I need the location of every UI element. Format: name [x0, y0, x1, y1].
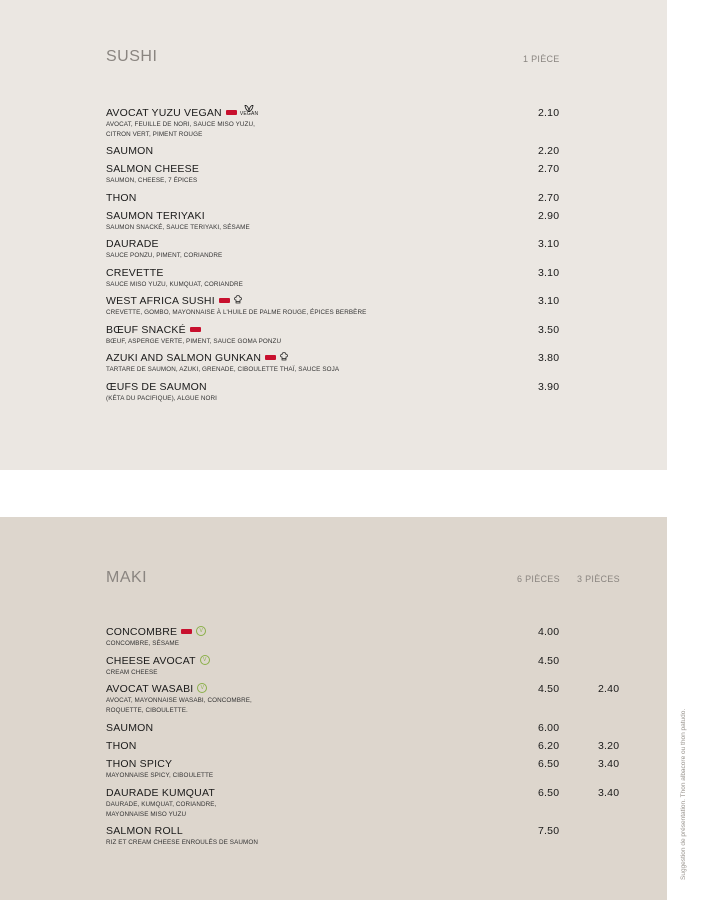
- chef-hat-icon: [234, 295, 242, 307]
- menu-item: [106, 267, 646, 290]
- menu-item: [106, 626, 646, 649]
- item-name: SAUMON TERIYAKI: [106, 210, 205, 222]
- item-description: MAYONNAISE MISO YUZU: [106, 811, 187, 818]
- maki-column-header-3: 3 PIÈCES: [577, 574, 620, 584]
- item-description: SAUCE PONZU, PIMENT, CORIANDRE: [106, 252, 223, 259]
- item-description: CREVETTE, GOMBO, MAYONNAISE À L'HUILE DE PALME ROUGE, ÉPICES BERBÈRE: [106, 309, 367, 317]
- menu-item: [106, 192, 646, 204]
- item-price: 2.70: [538, 192, 560, 204]
- menu-item: [106, 295, 646, 318]
- presentation-footnote: Suggestion de présentation. Thon albacore ou thon patudo.: [680, 708, 687, 880]
- new-badge: [190, 327, 201, 332]
- new-badge: [265, 355, 276, 360]
- item-name: AVOCAT YUZU VEGAN: [106, 107, 222, 119]
- vegetarian-icon: V: [200, 655, 210, 665]
- item-price: 6.50: [538, 758, 560, 770]
- item-description: BŒUF, ASPERGE VERTE, PIMENT, SAUCE GOMA PONZU: [106, 338, 282, 345]
- menu-item: [106, 107, 646, 140]
- item-name: WEST AFRICA SUSHI: [106, 295, 215, 307]
- item-description: SAUCE MISO YUZU, KUMQUAT, CORIANDRE: [106, 281, 243, 288]
- item-price: 2.70: [538, 163, 560, 175]
- new-badge: [226, 110, 237, 115]
- item-price: 3.10: [538, 238, 560, 250]
- menu-item: [106, 210, 646, 233]
- sushi-section: [0, 0, 667, 470]
- item-name: THON: [106, 192, 137, 204]
- item-description: CITRON VERT, PIMENT ROUGE: [106, 131, 203, 139]
- maki-column-header-6: 6 PIÈCES: [517, 574, 560, 584]
- menu-item: [106, 825, 646, 848]
- item-description: CONCOMBRE, SÉSAME: [106, 640, 180, 647]
- menu-item: [106, 740, 646, 752]
- item-description: SAUMON SNACKÉ, SAUCE TERIYAKI, SÉSAME: [106, 224, 250, 231]
- item-name: AVOCAT WASABI: [106, 683, 194, 695]
- item-price-small: 3.40: [598, 758, 620, 770]
- item-price: 7.50: [538, 825, 560, 837]
- item-price: 2.20: [538, 145, 560, 157]
- item-description: TARTARE DE SAUMON, AZUKI, GRENADE, CIBOULETTE THAÏ, SAUCE SOJA: [106, 366, 340, 374]
- item-name: THON: [106, 740, 137, 752]
- vegetarian-icon: V: [197, 683, 207, 693]
- item-description: DAURADE, KUMQUAT, CORIANDRE,: [106, 801, 217, 808]
- item-description: RIZ ET CREAM CHEESE ENROULÉS DE SAUMON: [106, 839, 259, 846]
- maki-title: MAKI: [106, 569, 148, 586]
- item-price: 2.10: [538, 107, 560, 119]
- menu-item: [106, 324, 646, 347]
- item-name: THON SPICY: [106, 758, 173, 770]
- menu-item: [106, 655, 646, 678]
- item-name: CHEESE AVOCAT: [106, 655, 196, 667]
- menu-item: [106, 787, 646, 820]
- menu-item: [106, 381, 646, 404]
- new-badge: [219, 298, 230, 303]
- item-price-small: 3.20: [598, 740, 620, 752]
- item-price: 3.10: [538, 295, 560, 307]
- menu-item: [106, 758, 646, 781]
- item-price: 2.90: [538, 210, 560, 222]
- item-name: ŒUFS DE SAUMON: [106, 381, 207, 393]
- sushi-title: SUSHI: [106, 48, 158, 65]
- item-name: DAURADE: [106, 238, 159, 250]
- menu-item: [106, 683, 646, 716]
- item-name: DAURADE KUMQUAT: [106, 787, 215, 799]
- menu-item: [106, 352, 646, 375]
- item-description: CREAM CHEESE: [106, 669, 158, 676]
- item-price: 3.10: [538, 267, 560, 279]
- item-description: MAYONNAISE SPICY, CIBOULETTE: [106, 772, 214, 779]
- item-description: AVOCAT, MAYONNAISE WASABI, CONCOMBRE,: [106, 697, 252, 704]
- item-price-small: 3.40: [598, 787, 620, 799]
- vegetarian-icon: V: [196, 626, 206, 636]
- item-name: SAUMON: [106, 722, 154, 734]
- item-name: SALMON ROLL: [106, 825, 183, 837]
- maki-section: [0, 517, 667, 900]
- item-price: 6.20: [538, 740, 560, 752]
- item-name: AZUKI AND SALMON GUNKAN: [106, 352, 262, 364]
- item-price: 3.80: [538, 352, 560, 364]
- item-description: ROQUETTE, CIBOULETTE.: [106, 707, 188, 714]
- item-price: 4.50: [538, 655, 560, 667]
- item-name: CREVETTE: [106, 267, 164, 279]
- item-name: SALMON CHEESE: [106, 163, 200, 175]
- item-price: 3.50: [538, 324, 560, 336]
- item-price: 4.50: [538, 683, 560, 695]
- item-name: BŒUF SNACKÉ: [106, 324, 186, 336]
- menu-item: [106, 163, 646, 186]
- menu-item: [106, 722, 646, 734]
- item-name: CONCOMBRE: [106, 626, 178, 638]
- chef-hat-icon: [280, 352, 288, 364]
- item-name: SAUMON: [106, 145, 154, 157]
- item-price: 3.90: [538, 381, 560, 393]
- item-price-small: 2.40: [598, 683, 620, 695]
- menu-item: [106, 238, 646, 261]
- item-description: AVOCAT, FEUILLE DE NORI, SAUCE MISO YUZU,: [106, 121, 255, 129]
- menu-item: [106, 145, 646, 157]
- item-price: 4.00: [538, 626, 560, 638]
- item-description: (KÉTA DU PACIFIQUE), ALGUE NORI: [106, 395, 217, 402]
- item-price: 6.00: [538, 722, 560, 734]
- sushi-column-header: 1 PIÈCE: [523, 54, 560, 64]
- vegan-leaf-icon: VEGAN: [240, 105, 259, 117]
- new-badge: [181, 629, 192, 634]
- item-price: 6.50: [538, 787, 560, 799]
- item-description: SAUMON, CHEESE, 7 ÉPICES: [106, 177, 198, 184]
